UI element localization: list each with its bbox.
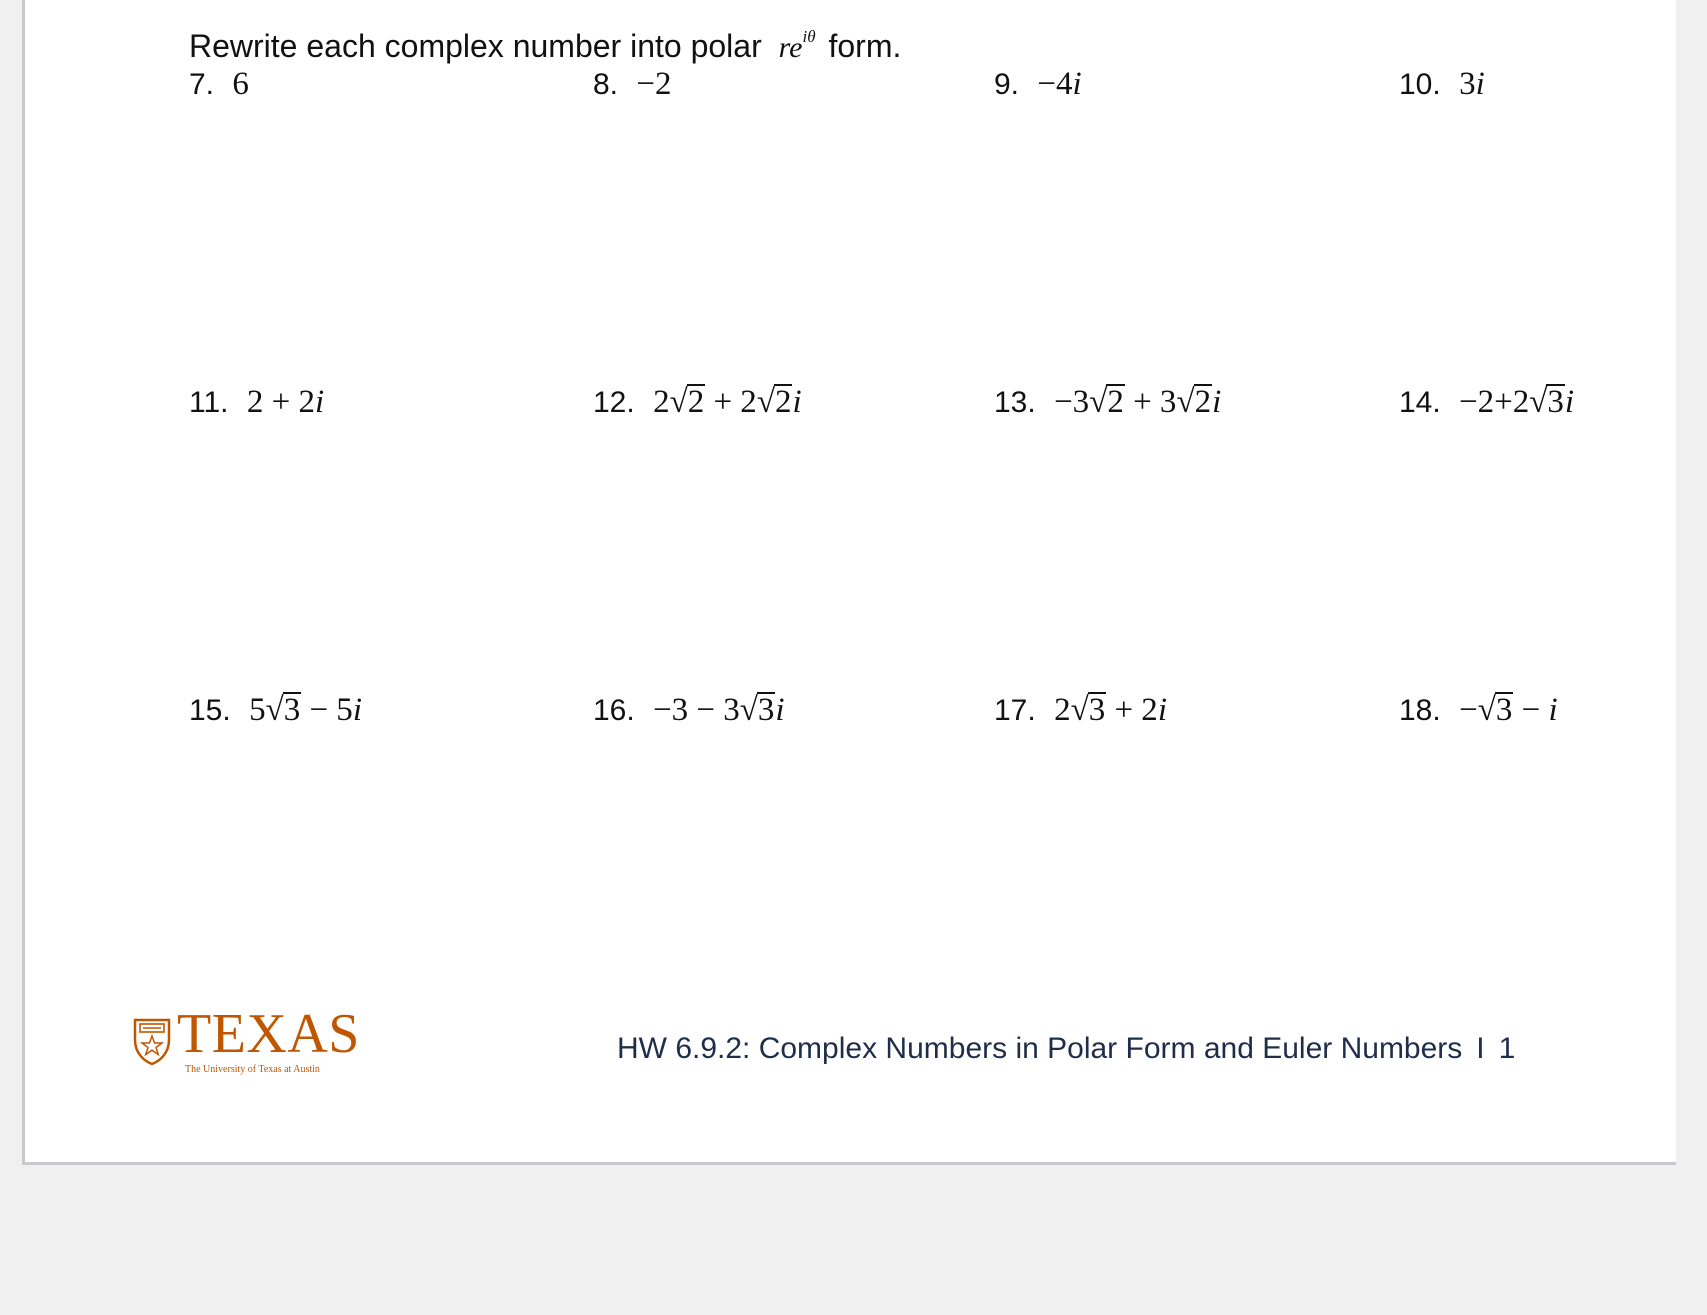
problem-14: 14. −2+2√3i xyxy=(1399,384,1575,420)
problem-16: 16. −3 − 3√3i xyxy=(593,692,785,728)
problem-row-1 xyxy=(25,66,1676,116)
problem-12: 12. 2√2 + 2√2i xyxy=(593,384,802,420)
problem-8: 8. −2 xyxy=(593,66,672,102)
problem-11: 11. 2 + 2i xyxy=(189,384,325,420)
problem-15: 15. 5√3 − 5i xyxy=(189,692,362,728)
instruction-text xyxy=(189,28,901,65)
problem-row-2 xyxy=(25,384,1676,434)
problem-17: 17. 2√3 + 2i xyxy=(994,692,1167,728)
page-number: 1 xyxy=(1498,1032,1516,1065)
problem-13: 13. −3√2 + 3√2i xyxy=(994,384,1222,420)
footer-separator: I xyxy=(1476,1032,1485,1065)
instruction-tail: form. xyxy=(828,28,902,64)
shield-icon xyxy=(133,1018,171,1066)
document-page xyxy=(22,0,1676,1165)
footer-title: HW 6.9.2: Complex Numbers in Polar Form and Euler Numbers xyxy=(617,1032,1463,1065)
problem-7: 7. 6 xyxy=(189,66,249,102)
instruction-lead: Rewrite each complex number into polar xyxy=(189,28,762,64)
ut-austin-logo xyxy=(133,1003,373,1082)
page-footer xyxy=(617,1032,1515,1066)
problem-10: 10. 3i xyxy=(1399,66,1485,102)
logo-wordmark: TEXAS xyxy=(177,1003,360,1065)
logo-subtitle: The University of Texas at Austin xyxy=(185,1064,320,1075)
problem-18: 18. −√3 − i xyxy=(1399,692,1558,728)
problem-9: 9. −4i xyxy=(994,66,1082,102)
problem-row-3 xyxy=(25,692,1676,742)
polar-form-expression: $re^{i\theta}$ xyxy=(778,27,816,64)
